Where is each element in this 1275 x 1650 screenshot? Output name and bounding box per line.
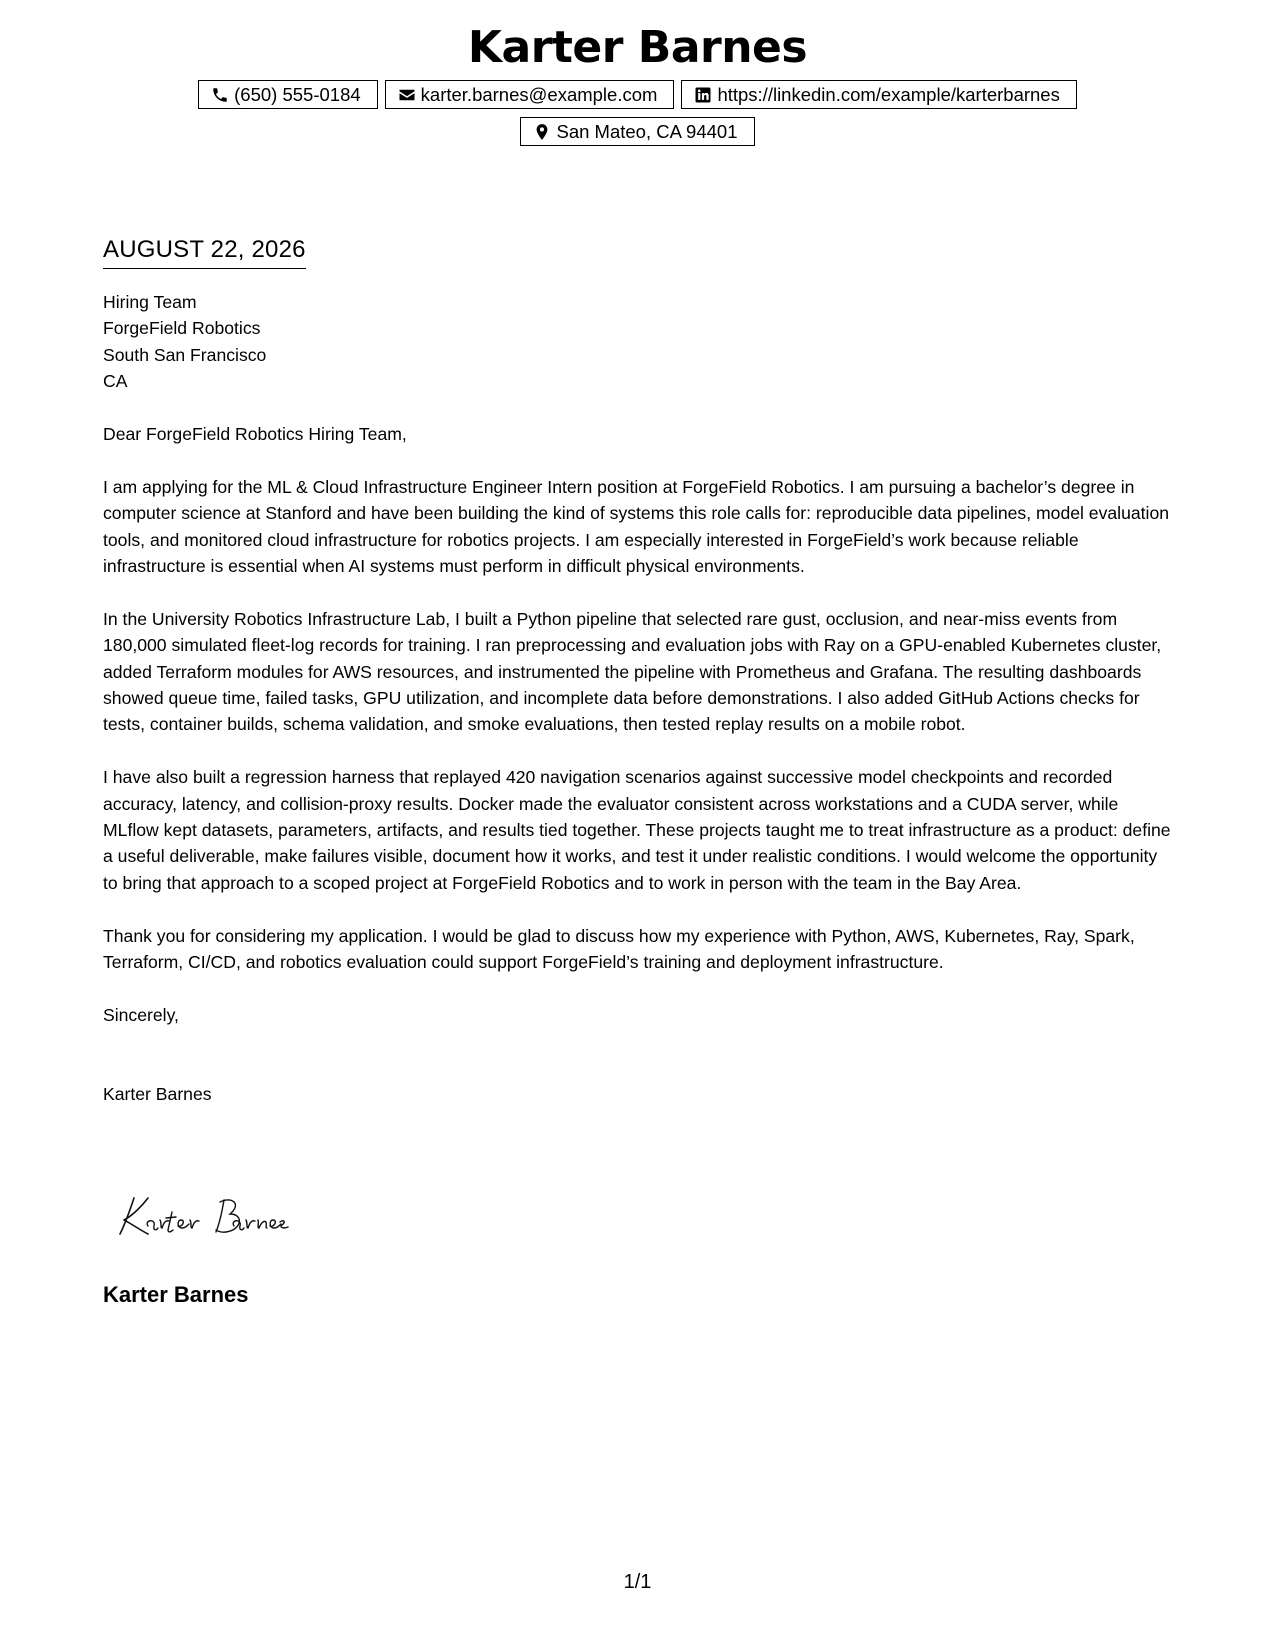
contact-row: [0, 80, 1275, 109]
location-text: San Mateo, CA 94401: [556, 120, 738, 142]
typed-name: Karter Barnes: [103, 1084, 212, 1105]
handwritten-signature: [112, 1190, 362, 1240]
map-marker-icon: [533, 123, 551, 141]
letter-body: [103, 289, 1173, 1134]
phone-chip: [198, 80, 378, 109]
recipient-line: ForgeField Robotics: [103, 318, 261, 339]
body-paragraph: In the University Robotics Infrastructure Lab, I built a Python pipeline that selected rare gust, occlusion, and near-miss events from 180,000 simulated fleet-log records for training. I ran preprocessing and evaluation jobs with Ray on a GPU-enabled Kubernetes cluster, added Terraform modules for AWS resources, and instrumented the pipeline with Prometheus and Grafana. The resulting dashboards showed queue time, failed tasks, GPU utilization, and incomplete data before demonstrations. I also added GitHub Actions checks for tests, container builds, schema validation, and smoke evaluations, then tested replay results on a mobile robot.: [103, 608, 1162, 735]
email-chip: [385, 80, 675, 109]
linkedin-chip: [681, 80, 1076, 109]
contact-row-location: [0, 117, 1275, 146]
recipient-line: CA: [103, 371, 128, 392]
body-paragraph: Thank you for considering my application. I would be glad to discuss how my experience with Python, AWS, Kubernetes, Ray, Spark, Terraform, CI/CD, and robotics evaluation could support ForgeField’s training and deployment infrastructure.: [103, 925, 1135, 973]
phone-text: (650) 555-0184: [234, 83, 361, 105]
signed-name: Karter Barnes: [103, 1282, 249, 1307]
letter-date: AUGUST 22, 2026: [103, 234, 306, 269]
recipient-line: Hiring Team: [103, 292, 197, 312]
email-text: karter.barnes@example.com: [420, 83, 658, 105]
body-paragraph: I have also built a regression harness that replayed 420 navigation scenarios against successive model checkpoints and recorded accuracy, latency, and collision-proxy results. Docker made the evaluator consistent across workstations and a CUDA server, while MLflow kept datasets, parameters, artifacts, and results tied together. These projects taught me to treat infrastructure as a product: define a useful deliverable, make failures visible, document how it works, and test it under realistic conditions. I would welcome the opportunity to bring that approach to a scoped project at ForgeField Robotics and to work in person with the team in the Bay Area.: [103, 767, 1171, 893]
linkedin-text: https://linkedin.com/example/karterbarnes: [717, 83, 1060, 105]
body-paragraph: I am applying for the ML & Cloud Infrastructure Engineer Intern position at ForgeField Robotics. I am pursuing a bachelor’s degree in computer science at Stanford and have been building the kind of systems this role calls for: reproducible data pipelines, model evaluation tools, and monitored cloud infrastructure for robotics projects. I am especially interested in ForgeField’s work because reliable infrastructure is essential when AI systems must perform in difficult physical environments.: [103, 476, 1170, 577]
envelope-icon: [398, 86, 416, 104]
salutation: Dear ForgeField Robotics Hiring Team,: [103, 424, 407, 445]
page-indicator: 1/1: [623, 1571, 652, 1593]
linkedin-icon: [694, 86, 712, 104]
closing: Sincerely,: [103, 1004, 179, 1025]
phone-icon: [211, 86, 229, 104]
applicant-name-header: Karter Barnes: [467, 22, 808, 73]
location-chip: [520, 117, 754, 146]
recipient-line: South San Francisco: [103, 344, 267, 365]
recipient-address: [103, 289, 1173, 395]
